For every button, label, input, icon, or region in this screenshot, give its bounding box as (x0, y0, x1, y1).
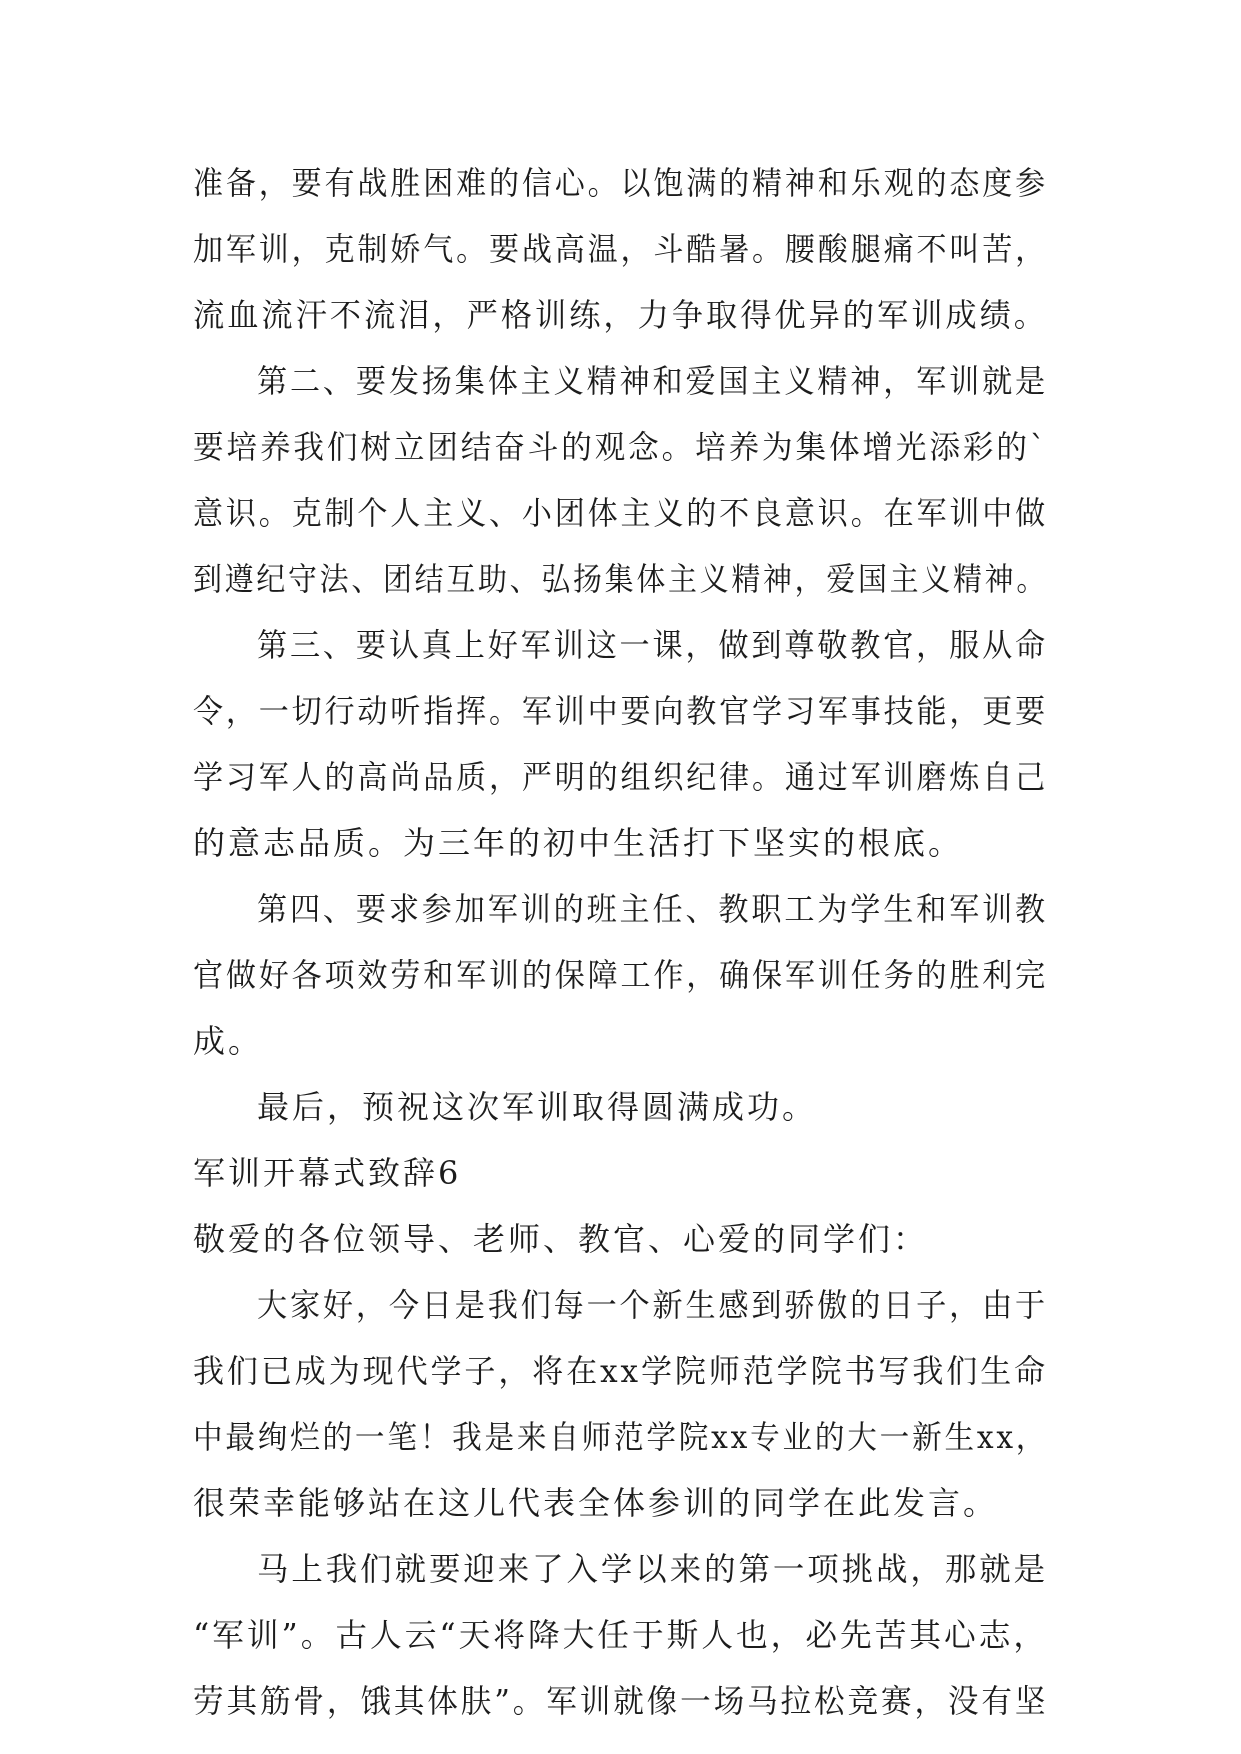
text-line: 我们已成为现代学子，将在xx学院师范学院书写我们生命 (193, 1352, 1049, 1390)
text-line: 加军训，克制娇气。要战高温，斗酷暑。腰酸腿痛不叫苦， (193, 230, 1049, 268)
text-line: 中最绚烂的一笔！我是来自师范学院xx专业的大一新生xx， (193, 1418, 1049, 1456)
paragraph-start: 大家好，今日是我们每一个新生感到骄傲的日子，由于 (257, 1286, 1049, 1324)
text-line: 意识。克制个人主义、小团体主义的不良意识。在军训中做 (193, 494, 1049, 532)
paragraph-start: 马上我们就要迎来了入学以来的第一项挑战，那就是 (257, 1550, 1049, 1588)
paragraph-start: 第三、要认真上好军训这一课，做到尊敬教官，服从命 (257, 626, 1049, 664)
text-line: 很荣幸能够站在这儿代表全体参训的同学在此发言。 (193, 1484, 999, 1522)
text-line: 的意志品质。为三年的初中生活打下坚实的根底。 (193, 824, 964, 862)
text-line: 官做好各项效劳和军训的保障工作，确保军训任务的胜利完 (193, 956, 1049, 994)
section-heading: 军训开幕式致辞6 (193, 1154, 462, 1192)
text-line: 流血流汗不流泪，严格训练，力争取得优异的军训成绩。 (193, 296, 1049, 334)
paragraph-start: 第四、要求参加军训的班主任、教职工为学生和军训教 (257, 890, 1049, 928)
paragraph-start: 最后，预祝这次军训取得圆满成功。 (257, 1088, 818, 1126)
text-line: 劳其筋骨，饿其体肤”。军训就像一场马拉松竞赛，没有坚 (193, 1682, 1049, 1720)
text-line: “军训”。古人云“天将降大任于斯人也，必先苦其心志， (193, 1616, 1049, 1654)
paragraph-start: 第二、要发扬集体主义精神和爱国主义精神，军训就是 (257, 362, 1049, 400)
text-line: 学习军人的高尚品质，严明的组织纪律。通过军训磨炼自己 (193, 758, 1049, 796)
text-line: 令，一切行动听指挥。军训中要向教官学习军事技能，更要 (193, 692, 1049, 730)
salutation: 敬爱的各位领导、老师、教官、心爱的同学们： (193, 1220, 929, 1258)
text-line: 要培养我们树立团结奋斗的观念。培养为集体增光添彩的` (193, 428, 1049, 466)
text-line: 到遵纪守法、团结互助、弘扬集体主义精神，爱国主义精神。 (193, 560, 1049, 598)
text-line: 准备，要有战胜困难的信心。以饱满的精神和乐观的态度参 (193, 164, 1049, 202)
text-line: 成。 (193, 1022, 264, 1060)
